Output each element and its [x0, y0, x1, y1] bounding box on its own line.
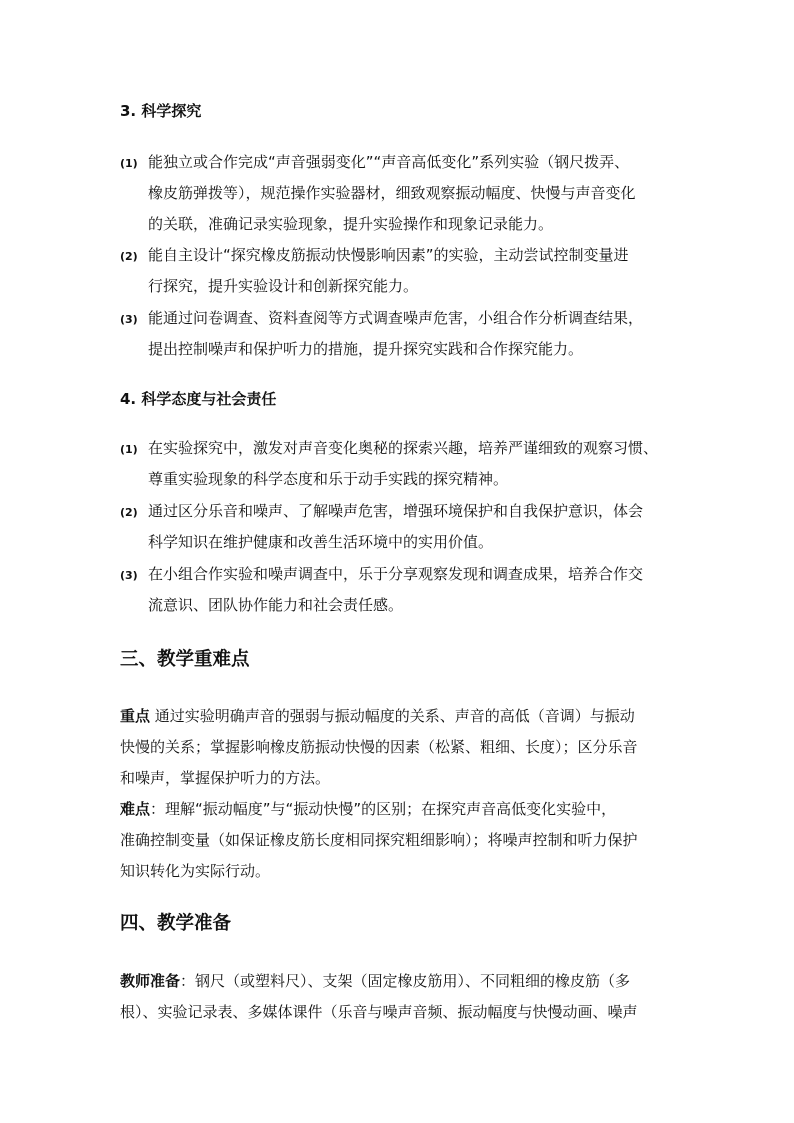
- list-item-text: 在小组合作实验和噪声调查中，乐于分享观察发现和调查成果，培养合作交: [148, 565, 644, 583]
- list-item-text: 通过区分乐音和噪声、了解噪声危害，增强环境保护和自我保护意识，体会: [148, 502, 644, 520]
- focus-line: [120, 702, 635, 730]
- list-item-text: 科学知识在维护健康和改善生活环境中的实用价值。: [148, 533, 494, 551]
- list-item-text: 能自主设计“探究橡皮筋振动快慢影响因素”的实验，主动尝试控制变量进: [148, 246, 629, 264]
- list-item-text: 在实验探究中，激发对声音变化奥秘的探索兴趣，培养严谨细致的观察习惯、: [148, 439, 659, 457]
- list-item-text: 提出控制噪声和保护听力的措施，提升探究实践和合作探究能力。: [148, 340, 584, 358]
- focus-line: 和噪声，掌握保护听力的方法。: [120, 769, 331, 787]
- list-item-text: 尊重实验现象的科学态度和乐于动手实践的探究精神。: [148, 470, 509, 488]
- list-item-text: 橡皮筋弹拨等），规范操作实验器材，细致观察振动幅度、快慢与声音变化: [148, 184, 636, 202]
- list-item-number: (2): [120, 250, 138, 263]
- focus-text: 通过实验明确声音的强弱与振动幅度的关系、声音的高低（音调）与振动: [150, 707, 635, 725]
- teacher-preparation-text: ：钢尺（或塑料尺）、支架（固定橡皮筋用）、不同粗细的橡皮筋（多: [180, 972, 631, 990]
- chapter-heading-preparation: 四、教学准备: [120, 913, 232, 934]
- teacher-preparation-line: 根）、实验记录表、多媒体课件（乐音与噪声音频、振动幅度与快慢动画、噪声: [120, 1003, 638, 1021]
- list-item-text: 能通过问卷调查、资料查阅等方式调查噪声危害，小组合作分析调查结果，: [148, 309, 644, 327]
- list-item-number: (3): [120, 313, 138, 326]
- chapter-heading-key-points: 三、教学重难点: [120, 649, 250, 670]
- difficulty-label: 难点: [120, 800, 151, 818]
- list-item-number: (2): [120, 506, 138, 519]
- focus-line: 快慢的关系；掌握影响橡皮筋振动快慢的因素（松紧、粗细、长度）；区分乐音: [120, 738, 638, 756]
- list-item-text: 的关联，准确记录实验现象，提升实验操作和现象记录能力。: [148, 215, 554, 233]
- list-item-text: 能独立或合作完成“声音强弱变化”“声音高低变化”系列实验（钢尺拨弄、: [148, 153, 630, 171]
- difficulty-text: ：理解“振动幅度”与“振动快慢”的区别；在探究声音高低变化实验中，: [150, 800, 617, 818]
- difficulty-line: [120, 795, 616, 823]
- teacher-preparation-label: 教师准备: [120, 972, 181, 990]
- list-item-number: (1): [120, 157, 138, 170]
- section-heading-science-inquiry: 3. 科学探究: [120, 102, 202, 120]
- list-item-number: (3): [120, 569, 138, 582]
- list-item-number: (1): [120, 443, 138, 456]
- list-item-text: 行探究，提升实验设计和创新探究能力。: [148, 277, 419, 295]
- teacher-preparation-line: [120, 967, 630, 995]
- focus-label: 重点: [120, 707, 151, 725]
- list-item-text: 流意识、团队协作能力和社会责任感。: [148, 596, 404, 614]
- difficulty-line: 准确控制变量（如保证橡皮筋长度相同探究粗细影响）；将噪声控制和听力保护: [120, 831, 638, 849]
- difficulty-line: 知识转化为实际行动。: [120, 862, 271, 880]
- section-heading-science-attitude: 4. 科学态度与社会责任: [120, 390, 277, 408]
